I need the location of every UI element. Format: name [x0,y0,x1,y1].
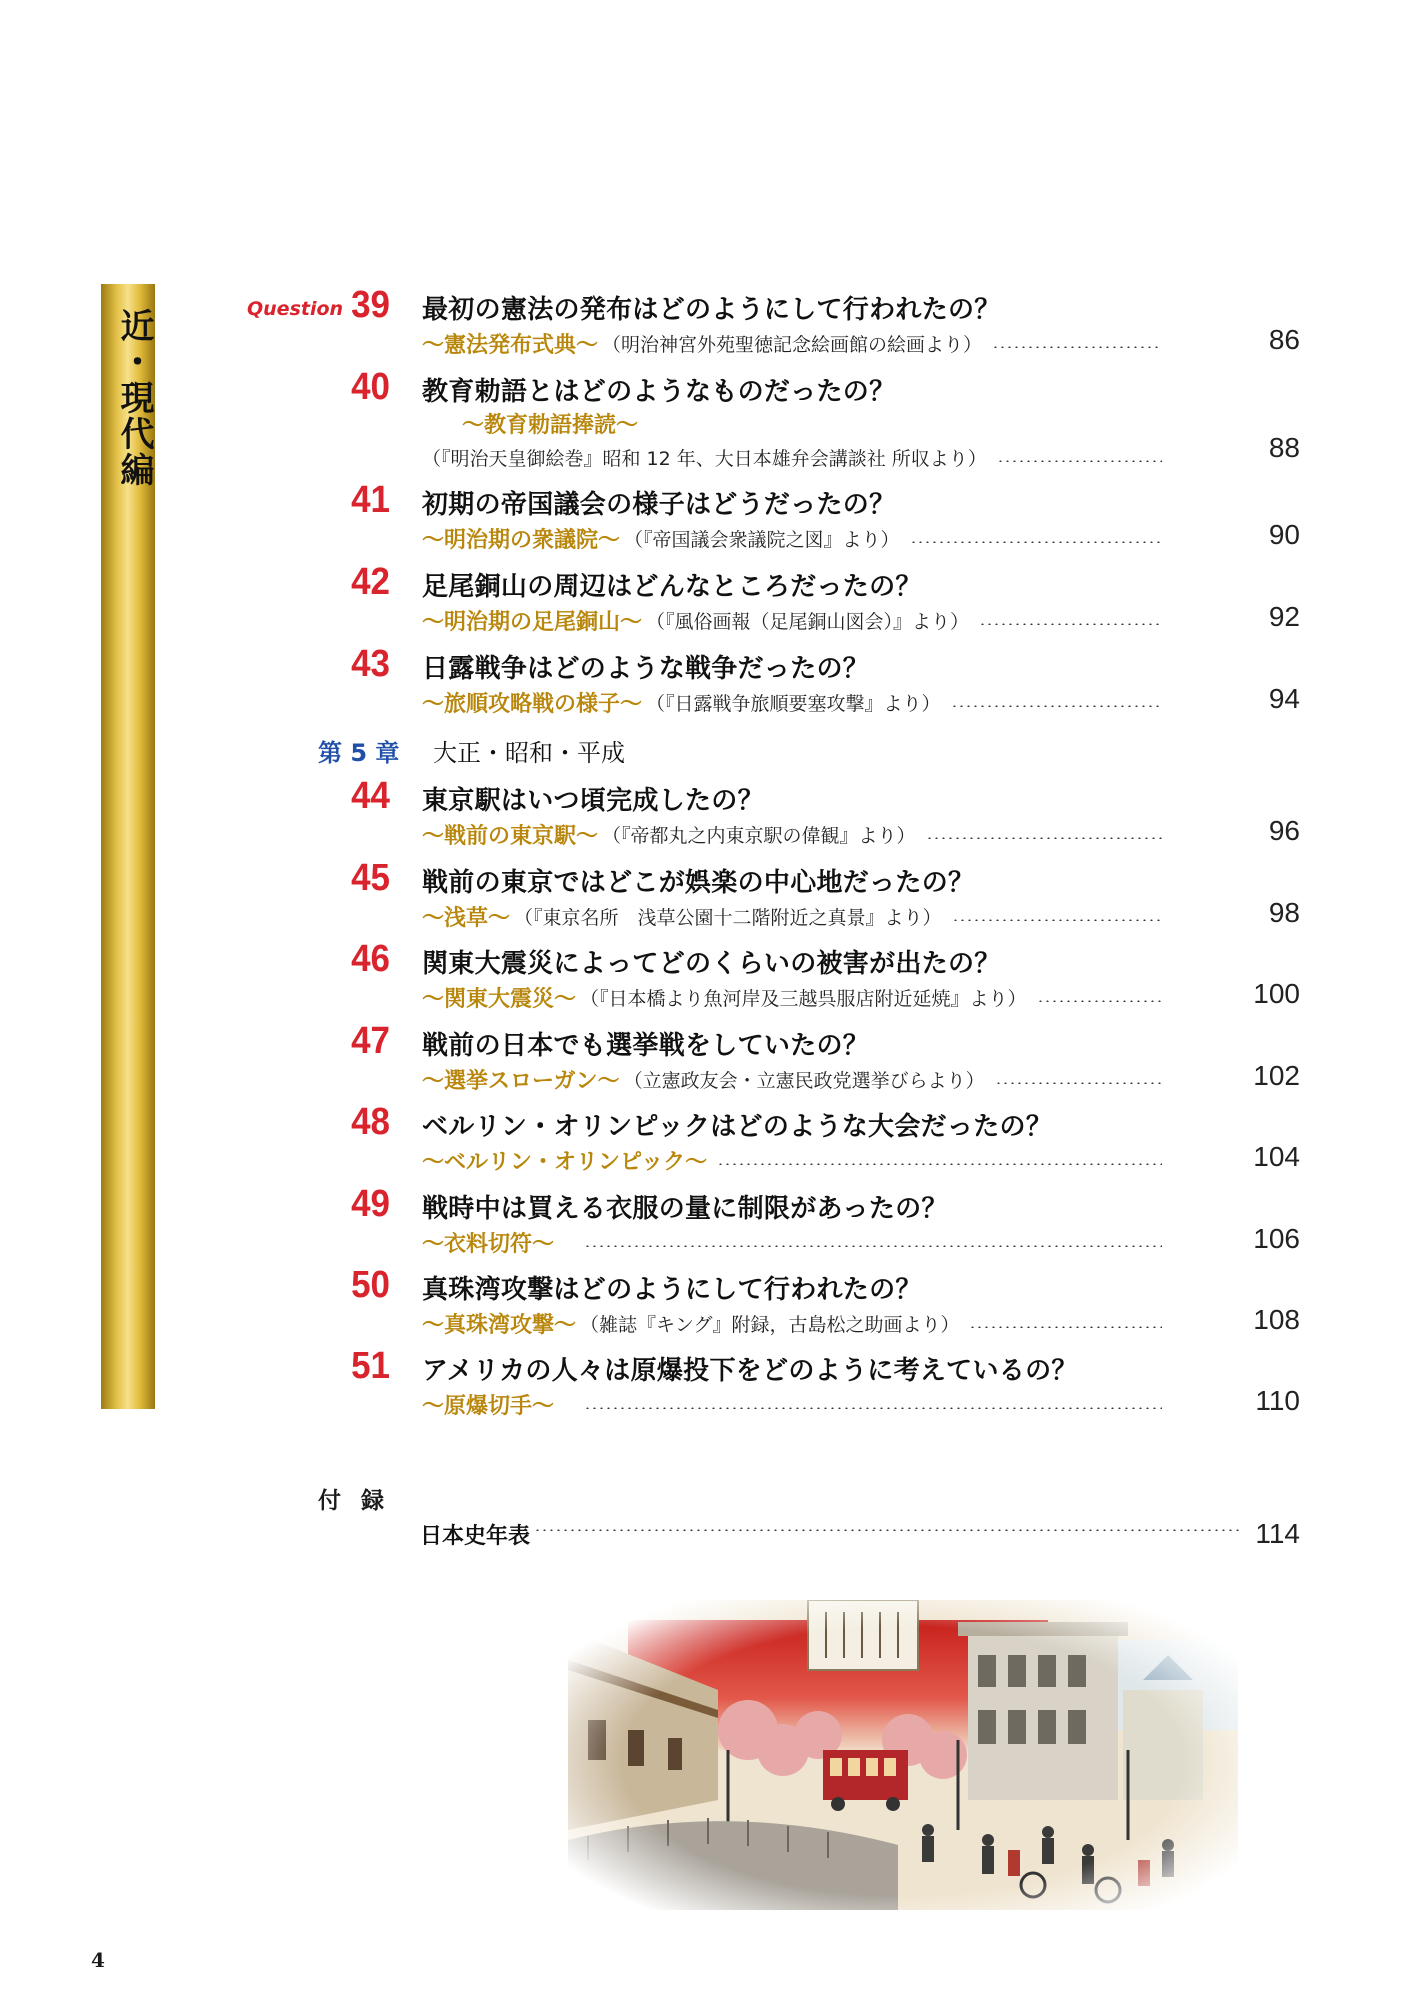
entry-source: （立憲政友会・立憲民政党選挙びらより） [623,1069,985,1092]
question-number: 49 [351,1183,390,1225]
entry-subtitle: 〜真珠湾攻撃〜 [422,1312,577,1338]
page-number: 114 [1255,1518,1300,1549]
entry-title: 戦時中は買える衣服の量に制限があったの？ [422,1194,948,1224]
leader-dots [951,705,1162,707]
question-number: 46 [351,938,390,980]
entry-subline [422,1064,1162,1094]
entry-title: 戦前の東京ではどこが娯楽の中心地だったの？ [422,868,975,898]
entry-subline [422,901,1162,931]
entry-title: 東京駅はいつ頃完成したの？ [422,786,764,816]
entry-subline [422,328,1162,358]
page-number: 98 [1268,897,1300,928]
entry-title: 足尾銅山の周辺はどんなところだったの？ [422,572,922,602]
toc-entry[interactable] [240,775,1300,857]
entry-subtitle: 〜衣料切符〜 [422,1231,555,1257]
entry-source: （『風俗画報（足尾銅山図会）』より） [646,610,970,633]
toc-entry[interactable] [240,1264,1300,1346]
entry-source: （『帝国議会衆議院之図』より） [624,528,900,551]
toc-entry[interactable] [240,366,1300,480]
entry-subline [422,687,1162,717]
toc-entry[interactable] [240,1101,1300,1183]
leader-dots [534,1529,1241,1531]
entry-title: 戦前の日本でも選挙戦をしていたの？ [422,1031,870,1061]
entry-subline [422,523,1162,553]
appendix-heading: 付 録 [318,1488,391,1514]
entry-subline [422,1145,1162,1175]
entry-title: 関東大震災によってどのくらいの被害が出たの？ [422,949,1001,979]
question-number: 41 [351,479,390,521]
entry-subtitle: 〜明治期の足尾銅山〜 [422,609,643,635]
leader-dots [926,837,1162,839]
chapter-heading [318,733,625,768]
entry-subtitle: 〜旅順攻略戦の様子〜 [422,691,643,717]
leader-dots [995,1082,1162,1084]
question-number: 40 [351,366,390,408]
toc-entry[interactable] [240,561,1300,643]
entry-subtitle: 〜原爆切手〜 [422,1393,555,1419]
section-label: 近・現代編 [114,308,154,488]
toc-entry[interactable] [240,1183,1300,1265]
page-number: 106 [1253,1223,1300,1254]
question-number: 47 [351,1020,390,1062]
entry-subline [422,1308,1162,1338]
appendix-entry[interactable] [420,1510,1300,1550]
entry-source: （『東京名所 浅草公園十二階附近之真景』より） [514,906,942,929]
question-number: 44 [351,775,390,817]
entry-title: 教育勅語とはどのようなものだったの？ [422,377,896,407]
page-number: 90 [1268,519,1300,550]
entry-source: （『日本橋より魚河岸及三越呉服店附近延焼』より） [580,987,1027,1010]
entry-subtitle: 〜教育勅語捧読〜 [462,413,639,438]
toc-entry[interactable] [240,1020,1300,1102]
leader-dots [997,460,1162,462]
page-number: 108 [1253,1304,1300,1335]
entry-subline [422,982,1162,1012]
page-number: 96 [1268,815,1300,846]
entry-title: アメリカの人々は原爆投下をどのように考えているの？ [422,1356,1078,1386]
entry-source: （雑誌『キング』附録，古島松之助画より） [580,1313,960,1336]
entry-subtitle: 〜浅草〜 [422,905,511,931]
chapter-title: 大正・昭和・平成 [433,739,626,767]
page-number: 92 [1268,601,1300,632]
entry-subtitle: 〜戦前の東京駅〜 [422,823,599,849]
entry-subtitle: 〜憲法発布式典〜 [422,332,599,358]
page-number: 104 [1253,1141,1300,1172]
entry-source: （『明治天皇御絵巻』昭和 12 年、大日本雄弁会講談社 所収より） [422,447,987,470]
entry-title: 真珠湾攻撃はどのようにして行われたの？ [422,1275,922,1305]
leader-dots [979,623,1162,625]
question-number: 51 [351,1345,390,1387]
page-number: 100 [1253,978,1300,1009]
ukiyoe-street-illustration [568,1600,1238,1910]
question-number: 42 [351,561,390,603]
leader-dots [717,1163,1162,1165]
leader-dots [584,1245,1162,1247]
leader-dots [969,1326,1162,1328]
toc-entry[interactable] [240,284,1300,366]
entry-subline [422,442,1162,472]
page-number: 88 [1268,432,1300,463]
entry-source: （『日露戦争旅順要塞攻撃』より） [646,692,941,715]
toc-entry[interactable] [240,857,1300,939]
page-folio: 4 [91,1948,105,1972]
page-number: 86 [1268,324,1300,355]
entry-subtitle: 〜明治期の衆議院〜 [422,527,621,553]
toc-entry[interactable] [240,479,1300,561]
entry-subtitle: 〜ベルリン・オリンピック〜 [422,1149,708,1175]
leader-dots [584,1407,1162,1409]
toc-entry[interactable] [240,643,1300,725]
entry-title: 最初の憲法の発布はどのようにして行われたの？ [422,295,1001,325]
question-number: 43 [351,643,390,685]
entry-subtitle: 〜関東大震災〜 [422,986,577,1012]
entry-subline [422,605,1162,635]
leader-dots [992,346,1162,348]
leader-dots [1037,1000,1162,1002]
entry-subtitle: 〜選挙スローガン〜 [422,1068,620,1094]
question-number: 39 [351,284,390,326]
toc-entry[interactable] [240,1345,1300,1427]
leader-dots [952,919,1162,921]
page-number: 102 [1253,1060,1300,1091]
section-tab [101,284,155,1409]
entry-source: （『帝都丸之内東京駅の偉観』より） [602,824,916,847]
entry-title: ベルリン・オリンピックはどのような大会だったの？ [422,1112,1053,1142]
toc-entry[interactable] [240,938,1300,1020]
appendix-title: 日本史年表 [420,1524,531,1549]
question-number: 50 [351,1264,390,1306]
entry-title: 日露戦争はどのような戦争だったの？ [422,654,870,684]
page-number: 94 [1268,683,1300,714]
question-word: Question [247,298,344,320]
entry-subline [422,1389,1162,1419]
question-number: 48 [351,1101,390,1143]
entry-title: 初期の帝国議会の様子はどうだったの？ [422,490,896,520]
leader-dots [910,541,1162,543]
question-number: 45 [351,857,390,899]
page-number: 110 [1255,1385,1300,1416]
entry-source: （明治神宮外苑聖徳記念絵画館の絵画より） [602,333,983,356]
entry-subline [422,1227,1162,1257]
entry-subline [422,819,1162,849]
chapter-number: 第 5 章 [318,739,400,767]
street-scene-picture [568,1600,1238,1910]
